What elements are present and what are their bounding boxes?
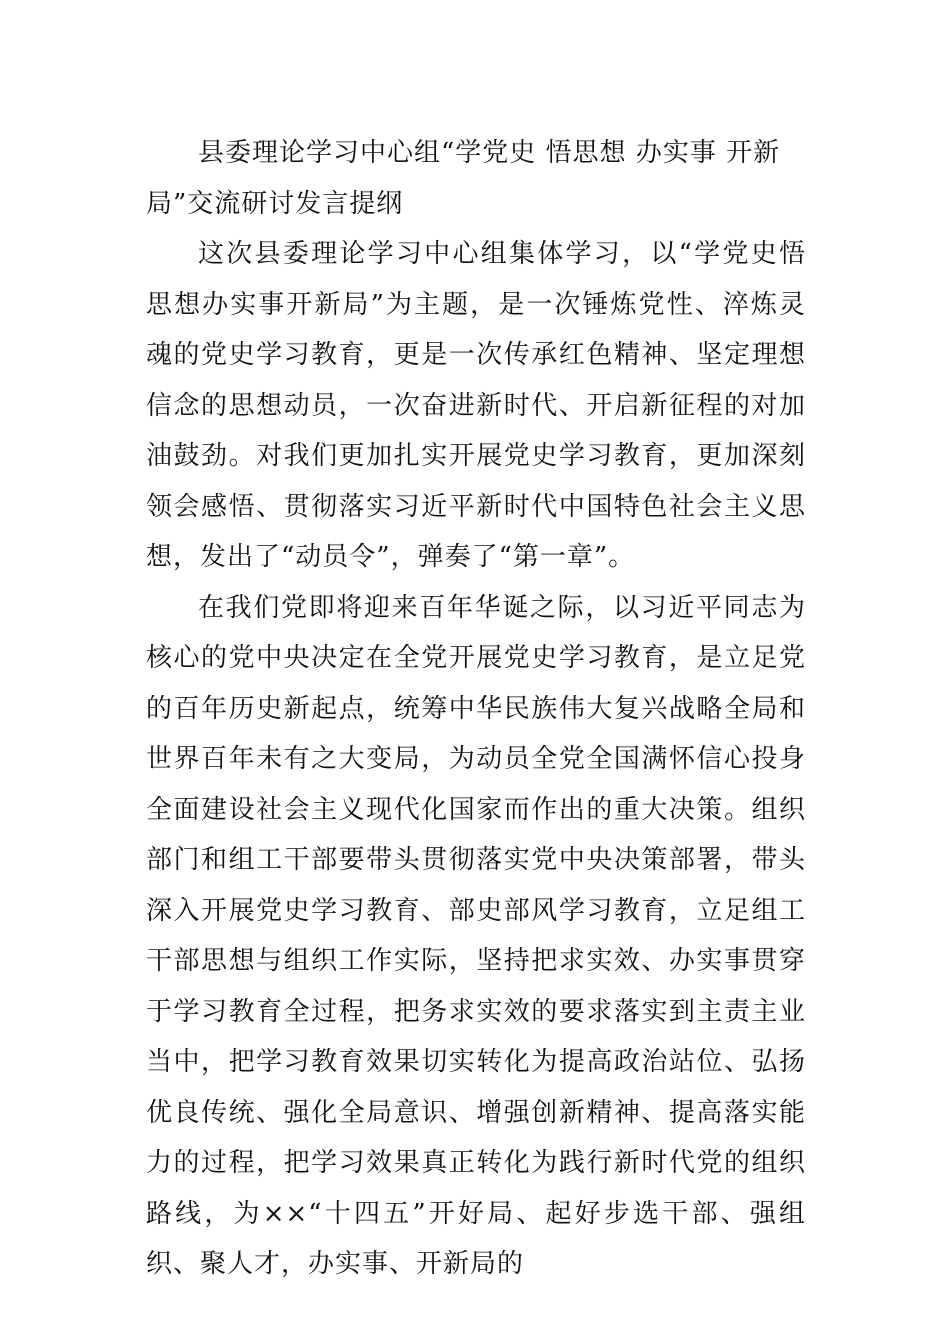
paragraph-1: 这次县委理论学习中心组集体学习，以“学党史悟思想办实事开新局”为主题，是一次锤炼党性、淬炼灵魂的党史学习教育，更是一次传承红色精神、坚定理想信念的思想动员，一次奋进新时代、开启新征程的对加油鼓劲。对我们更加扎实开展党史学习教育，更加深刻领会感悟、贯彻落实习近平新时代中国特色社会主义思想，发出了“动员令”，弹奏了“第一章”。 [146,239,806,572]
document-title: 县委理论学习中心组“学党史 悟思想 办实事 开新局”交流研讨发言提纲 [146,138,781,219]
document-body [146,128,806,1290]
paragraph-2: 在我们党即将迎来百年华诞之际，以习近平同志为核心的党中央决定在全党开展党史学习教育，是立足党的百年历史新起点，统筹中华民族伟大复兴战略全局和世界百年未有之大变局，为动员全党全国满怀信心投身全面建设社会主义现代化国家而作出的重大决策。组织部门和组工干部要带头贯彻落实党中央决策部署，带头深入开展党史学习教育、部史部风学习教育，立足组工干部思想与组织工作实际，坚持把求实效、办实事贯穿于学习教育全过程，把务求实效的要求落实到主责主业当中，把学习教育效果切实转化为提高政治站位、弘扬优良传统、强化全局意识、增强创新精神、提高落实能力的过程，把学习效果真正转化为践行新时代党的组织路线，为××“十四五”开好局、起好步选干部、强组织、聚人才，办实事、开新局的 [146,592,806,1279]
